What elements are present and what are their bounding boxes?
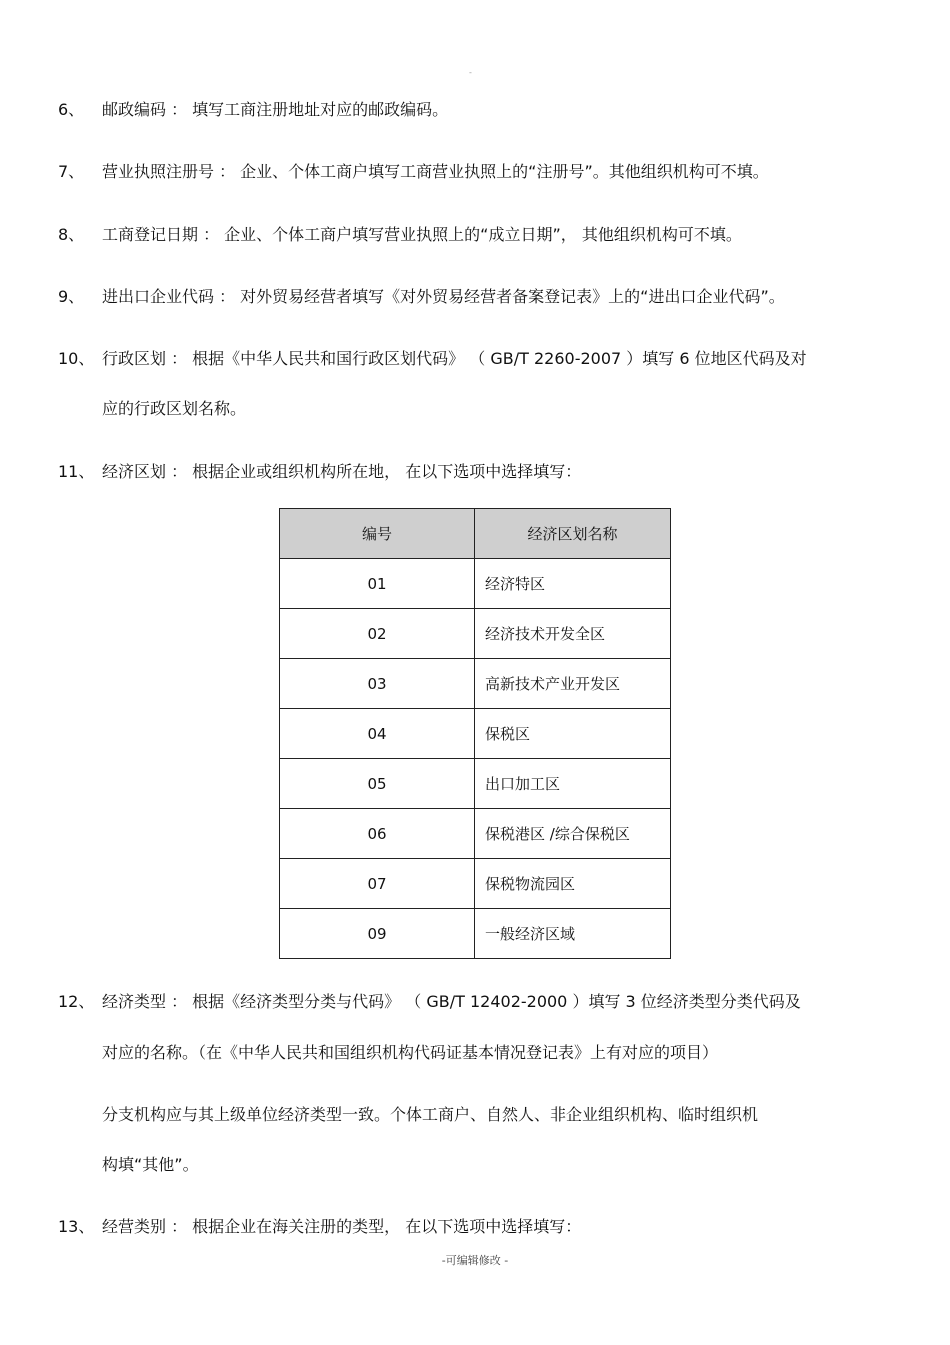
cell-name: 高新技术产业开发区 — [475, 659, 671, 709]
table-row — [280, 859, 671, 909]
item-12-note-line-2: 构填“其他”。 — [102, 1155, 199, 1174]
item-number: 10、 — [58, 349, 95, 368]
item-number: 13、 — [58, 1217, 95, 1236]
cell-code: 05 — [280, 759, 475, 809]
item-text: 营业执照注册号 ： 企业、个体工商户填写工商营业执照上的“注册号”。其他组织机构可不填。 — [102, 162, 769, 181]
table-row — [280, 909, 671, 959]
table-row — [280, 809, 671, 859]
cell-name: 一般经济区域 — [475, 909, 671, 959]
item-text: 进出口企业代码 ： 对外贸易经营者填写《对外贸易经营者备案登记表》上的“进出口企业代码”。 — [102, 287, 785, 306]
cell-code: 06 — [280, 809, 475, 859]
item-number: 6、 — [58, 100, 85, 119]
item-number: 12、 — [58, 992, 95, 1011]
table-row — [280, 609, 671, 659]
item-text: 工商登记日期 ： 企业、个体工商户填写营业执照上的“成立日期”， 其他组织机构可不填。 — [102, 225, 742, 244]
cell-code: 07 — [280, 859, 475, 909]
cell-name: 保税物流园区 — [475, 859, 671, 909]
item-text: 经济区划 ： 根据企业或组织机构所在地， 在以下选项中选择填写： — [102, 462, 582, 481]
cell-code: 02 — [280, 609, 475, 659]
item-10-continuation: 应的行政区划名称。 — [102, 399, 247, 418]
table-row — [280, 559, 671, 609]
table-row — [280, 659, 671, 709]
item-text: 邮政编码 ： 填写工商注册地址对应的邮政编码。 — [102, 100, 449, 119]
item-text: 行政区划 ： 根据《中华人民共和国行政区划代码》 （ GB/T 2260-2007 ）填写 6 位地区代码及对 — [102, 349, 807, 368]
column-header-name: 经济区划名称 — [475, 509, 671, 559]
cell-code: 09 — [280, 909, 475, 959]
item-number: 8、 — [58, 225, 85, 244]
table-row — [280, 759, 671, 809]
item-text: 经济类型 ： 根据《经济类型分类与代码》 （ GB/T 12402-2000 ）填写 3 位经济类型分类代码及 — [102, 992, 801, 1011]
item-12-note-line-1: 分支机构应与其上级单位经济类型一致。个体工商户、自然人、非企业组织机构、临时组织机 — [102, 1105, 759, 1124]
cell-name: 经济技术开发全区 — [475, 609, 671, 659]
cell-name: 经济特区 — [475, 559, 671, 609]
table-row — [280, 709, 671, 759]
cell-name: 保税区 — [475, 709, 671, 759]
cell-name: 出口加工区 — [475, 759, 671, 809]
cell-name: 保税港区 /综合保税区 — [475, 809, 671, 859]
economic-zone-table — [279, 508, 671, 959]
page-footer: -可编辑修改 - — [441, 1254, 509, 1267]
header-mark: - — [469, 68, 472, 77]
cell-code: 01 — [280, 559, 475, 609]
column-header-code: 编号 — [280, 509, 475, 559]
item-text: 经营类别 ： 根据企业在海关注册的类型， 在以下选项中选择填写： — [102, 1217, 582, 1236]
cell-code: 04 — [280, 709, 475, 759]
table-header-row — [280, 509, 671, 559]
item-12-continuation: 对应的名称。（在《中华人民共和国组织机构代码证基本情况登记表》上有对应的项目） — [102, 1043, 719, 1062]
item-number: 11、 — [58, 462, 95, 481]
cell-code: 03 — [280, 659, 475, 709]
item-number: 7、 — [58, 162, 85, 181]
item-number: 9、 — [58, 287, 85, 306]
